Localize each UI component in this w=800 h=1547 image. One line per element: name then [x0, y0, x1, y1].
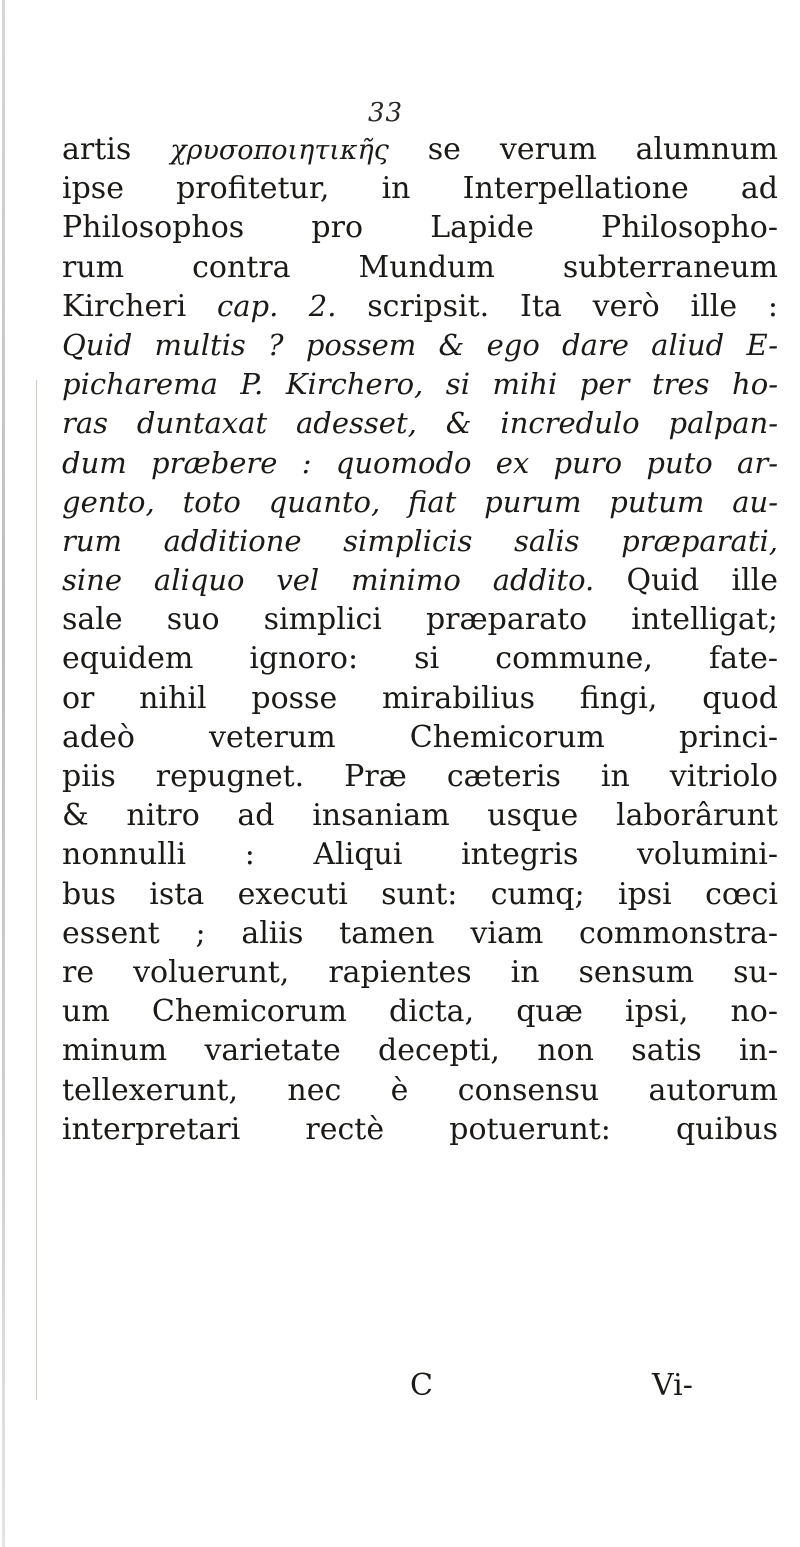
italic-line: rum additione simplicis salis præparati, — [62, 523, 778, 558]
text-span: Quid ille — [594, 563, 778, 599]
italic-span: cap. 2. — [216, 288, 337, 323]
text-line — [62, 561, 778, 600]
italic-line: Quid multis ? possem & ego dare aliud E- — [62, 327, 778, 362]
text-line: um Chemicorum dicta, quæ ipsi, no- — [62, 994, 778, 1030]
text-span: artis — [62, 132, 171, 167]
text-line — [62, 130, 778, 169]
text-line: & nitro ad insaniam usque laborârunt — [62, 798, 778, 834]
text-line: Philosophos pro Lapide Philosopho- — [62, 210, 778, 246]
text-line: minum varietate decepti, non satis in- — [62, 1033, 778, 1069]
italic-line: ras duntaxat adesset, & incredulo palpan- — [62, 406, 778, 441]
text-line: rum contra Mundum subterraneum — [62, 249, 778, 285]
catchword: Vi- — [652, 1368, 693, 1403]
text-line: ipse profitetur, in Interpellatione ad — [62, 171, 778, 207]
italic-span: sine aliquo vel minimo addito. — [62, 563, 595, 598]
text-line: interpretari rectè potuerunt: quibus — [62, 1111, 778, 1147]
text-line: piis repugnet. Præ cæteris in vitriolo — [62, 759, 778, 794]
text-line: sale suo simplici præparato intelligat; — [62, 602, 778, 638]
text-line: adeò veterum Chemicorum princi- — [62, 719, 778, 755]
text-line: equidem ignoro: si commune, fate- — [62, 641, 778, 677]
italic-line: picharema P. Kirchero, si mihi per tres ho- — [62, 367, 778, 402]
margin-rule — [36, 380, 37, 1400]
text-line: tellexerunt, nec è consensu autorum — [62, 1072, 778, 1108]
text-line: or nihil posse mirabilius fingi, quod — [62, 680, 778, 716]
text-line: re voluerunt, rapientes in sensum su- — [62, 954, 778, 990]
text-span: se verum alumnum — [388, 132, 778, 167]
binding-edge — [2, 0, 5, 1547]
text-line: essent ; aliis tamen viam commonstra- — [62, 915, 778, 951]
body-text — [62, 130, 778, 1149]
text-line: bus ista executi sunt: cumq; ipsi cœci — [62, 876, 778, 912]
text-span: Kircheri — [62, 288, 217, 324]
text-span: scripsit. Ita verò ille : — [336, 288, 778, 324]
italic-line: dum præbere : quomodo ex puro puto ar- — [62, 445, 778, 480]
text-line: nonnulli : Aliqui integris volumini- — [62, 837, 778, 873]
signature-mark: C — [410, 1368, 433, 1403]
page-number: 33 — [368, 98, 404, 128]
greek-word: χρυσοποιητικῆς — [170, 135, 389, 166]
text-line — [62, 287, 778, 326]
italic-line: gento, toto quanto, fiat purum putum au- — [62, 484, 778, 519]
